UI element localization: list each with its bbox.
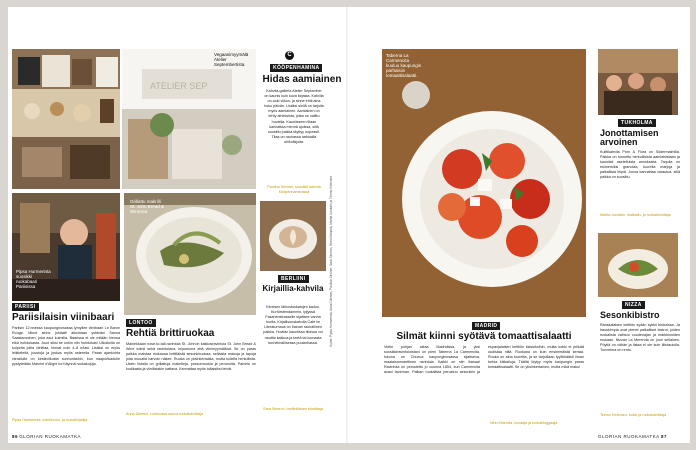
- paris-body: Pariisin 12:nnessa kaupunginosassa lymyilee viinibaari Le Baron Rouge. Minut sinne johdatti aikoinaan ystäväni Sanna Saastamoinen, joka asui kulmilla. Baarissa ei ole mitään hienoa eikä hohdokasta. Juuri siksi se onkin niin hohdokas! Ulkoiluilla on kulpeita joilla viiniltaa, hinnat noin 4–8 e/lasi. Lisäksi on myös leikkeleitä, juustoja ja joskus myös ostereita. Paras ajankohta vierailulle on keskiviikosta sunnuntaihin, kun naapurikadulle pystytetään Marché d'Aligre tori täynnä ruokakojuja.: [12, 326, 120, 366]
- stockholm-body: Kulttikahvila Pom & Flora on Södermalmilla. Paikka on tunnettu herkullisista aamiaisistaan ja kauniisti asetelluista annoksista. Tarjolla on esimerkiksi granolaa, tuoreita marjoja ja paikallisia leipiä. Jonoa kannattaa varautua, sillä paikka on suosittu.: [600, 150, 680, 180]
- nizza-body: Ranskalaisen keittiön sydän sykkii bistroissa. Ja hauskimpia ovat pienet paikalliset bistrot, joiden ruokalista vaihtuu vuodenajan ja markkinoiden mukaan. Nizzan La Merenda on juuri sellainen. Pöytiä on vähän ja listaa ei ole kuin liitutaululla. Tunnelma on rento.: [600, 323, 680, 353]
- berlin-title: Kirjaillia-kahvila: [262, 284, 324, 293]
- folio-left-label: GLORIAN RUOKAMATKA: [19, 434, 81, 439]
- cafe-interior-image: [12, 49, 120, 189]
- stockholm-cafe-image: [598, 49, 678, 115]
- right-page: [348, 7, 690, 443]
- svg-text:ATELIER SEP: ATELIER SEP: [150, 81, 208, 91]
- folio-right: [598, 434, 667, 439]
- paris-link[interactable]: Pipsa Hurmerinta, kokkikoulu- ja ruokakirjailija: [12, 418, 88, 422]
- copenhagen-link[interactable]: Paulina Sirviner, suosikki kahvila Kööpenhaminassa: [267, 185, 321, 194]
- london-link[interactable]: Anna Dikmen, Lontoossa asuva ruokatoimittaja: [126, 412, 204, 416]
- london-photo-caption: Grillattu makrilli St. John Bread & Winessa.: [130, 199, 165, 214]
- atelier-photo: [122, 49, 256, 189]
- madrid-title: Silmät kiinni syötävä tomaattisalaatti: [396, 331, 572, 342]
- madrid-photo-caption: Taberna La Carmencita kuuluu kaupungin parhaisiin tomaattisalaatti.: [386, 53, 422, 78]
- madrid-tomato-photo: [382, 49, 586, 317]
- berlin-coffee-image: [260, 201, 326, 271]
- tag-madrid: MADRID: [472, 322, 500, 330]
- madrid-link[interactable]: Ninni Mannila, kuvaaja ja ruokabloggaaja: [490, 421, 558, 425]
- folio-right-label: GLORIAN RUOKAMATKA: [598, 434, 660, 439]
- tag-london: LONTOO: [126, 319, 156, 327]
- london-title: Rehtiä brittiruokaa: [126, 328, 215, 339]
- nizza-title: Sesonkibistro: [600, 310, 660, 320]
- tag-nizza: NIZZA: [622, 301, 645, 309]
- paris-photo-caption: Pipsa Hurmerinta suosikki ruokabaari Pariisissa: [16, 269, 51, 289]
- cafe-interior-photo: [12, 49, 120, 189]
- paris-title: Pariisilaisin viinibaari: [12, 312, 115, 323]
- stockholm-cafe-photo: [598, 49, 678, 115]
- atelier-image: [122, 49, 256, 189]
- tag-berlin: BERLIINI: [278, 275, 309, 283]
- folio-right-number: 87: [660, 434, 667, 439]
- berlin-body: Kiireisen lähiostoskatujen kadun, Kurfürstendammin, lyijyssä Fasanenstrasselle sijaitsee vanha huvila. Kirjallisuuskahvila Café im Literaturhaus on ihanan rauhallinen paikka. Huvilan kauniissa tiloissa voi nauttia kakkua ja teetä tai lounasta tunnelmallisessa puutarhassa.: [263, 305, 323, 345]
- cafe-photo-caption: Vegaanimyymälä Atelier Septembertista.: [214, 52, 249, 67]
- folio-left-number: 86: [12, 434, 19, 439]
- copenhagen-body: Kahvila-galleria Atelier September on kaunis kuin kuva kirjasta. Kahvila on auki viikon, ja sinne ehtii aina koko päivän. Lisäksi siellä on tarjolla myös aamiainen. Aamiainen on tehty aineksista, jotka on valittu huolella. Kauniisseen tilaan kannattaa mennä ajoissa, sillä suosittu paikka täyttyy nopeasti. Tilaa on rauhassa tarkkailla ohikulkijoita.: [264, 89, 324, 144]
- tomato-salad-image: [382, 49, 586, 317]
- london-body: Mainekkaan nose-to-tail-ravintola St. John:in kakkosravintola St. John Bread & Wine toimii sekä ravintolana, leipomona että viinimyymälänä. Se on paras paikka maistaa mukavaa brittiläistä sesonkiruokaa, sellaista makuja ja tapoja joita muualla harvoin näkee. Ruoka on yksinkertaista, mutta todella herkullista. Usein listalla on grillattuja makrilleja, possunruokia ja perunoita. Palvelu on kodikasta ja viinilistakin kattava. Kannattaa myös tuliaisiksi leivät.: [126, 342, 256, 372]
- madrid-body: Vietin pohjan aikaa Madridissa, ja yksi suosikkiravintoloistani on pieni Taberna La Carmencita. Iskuna on Chueca kaupunginosassa sijaitseva, maalaisromanttinen ravintola. Kaikki on niin ihanaa! Ravintola on perustettu jo vuonna 1854, kun Carmencita avasi tavernan. Paikan ruokalista perustuu sesonkiin ja espanjalaisen keittiön klassikoihin, mutta kokki ei pelkää uudistaa niitä. Ruokana on kuin ensimmäistä kertaa. Ruoka on aina tuoretta, ja se tarjoillaan tyylikkäästi ilman turhia kikkailuja. Täältä löytyy myös kaupungin paras tomaattisalaatti. Se on yksinkertainen, mutta mikä maku!: [384, 345, 584, 375]
- magazine-spread: [8, 7, 690, 443]
- berlin-coffee-photo: [260, 201, 326, 271]
- nizza-bistro-image: [598, 233, 678, 297]
- photo-credit-vertical: Kuvat: Pipsa Hurmerinta, Anna Dikmen, Paulina Sirviner, Sara Sinervo, Ninni Mannila, Martta Uusitalo ja Teemu Kettunen: [329, 175, 333, 347]
- copenhagen-title: Hidas aamiainen: [262, 74, 342, 85]
- tag-copenhagen: KÖÖPENHAMINA: [270, 64, 322, 72]
- stockholm-title: Jonottamisen arvoinen: [600, 128, 659, 148]
- brand-logo-icon: C: [285, 51, 294, 60]
- nizza-link[interactable]: Teemu Kettunen, kokki ja ruokatoimittaja: [600, 413, 667, 417]
- tag-paris: PARIISI: [12, 303, 39, 311]
- folio-left: [12, 434, 81, 439]
- tag-stockholm: TUKHOLMA: [618, 119, 656, 127]
- stockholm-link[interactable]: Martta Uusitalo, matkailu- ja ruokatoimittaja: [600, 213, 671, 217]
- berlin-box: [260, 271, 326, 436]
- berlin-link[interactable]: Sara Sinervo, berliiniläinen toimittaja: [263, 407, 323, 411]
- left-page: [8, 7, 348, 443]
- nizza-bistro-photo: [598, 233, 678, 297]
